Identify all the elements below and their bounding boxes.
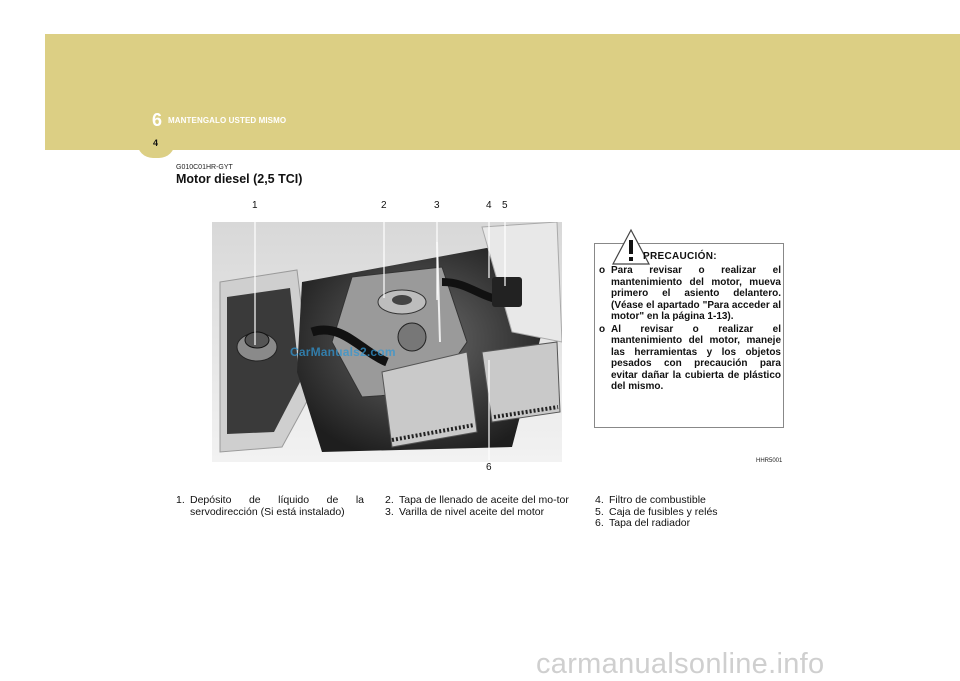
image-code: HHR5001: [756, 458, 783, 464]
legend-item: [385, 507, 575, 519]
section-title: Motor diesel (2,5 TCI): [176, 172, 303, 186]
section-code: G010C01HR-GYT: [176, 164, 233, 171]
legend-item-text: Tapa de llenado de aceite del mo-tor: [399, 494, 569, 506]
callout-5: 5: [502, 200, 508, 211]
callout-3: 3: [434, 200, 440, 211]
footer-site-link[interactable]: carmanualsonline.info: [536, 648, 825, 680]
legend-column-3: [595, 495, 785, 530]
caution-title: PRECAUCIÓN:: [643, 251, 717, 262]
legend-item-number: 4.: [595, 494, 604, 506]
legend-item: [595, 518, 785, 530]
caution-item: [599, 324, 781, 393]
legend-item: [385, 495, 575, 507]
caution-bullet: o: [599, 265, 606, 276]
caution-item: [599, 265, 781, 323]
legend-item-text: Varilla de nivel aceite del motor: [399, 505, 545, 518]
legend-item-text: Filtro de combustible: [609, 494, 706, 506]
chapter-title: MANTENGALO USTED MISMO: [168, 116, 287, 125]
legend-item-number: 5.: [595, 505, 604, 518]
callout-4: 4: [486, 200, 492, 211]
chapter-number: 6: [152, 110, 163, 130]
caution-text: Al revisar o realizar el mantenimiento del motor, maneje las herramientas y los objetos pesados con precaución para evitar dañar la cubierta de plástico del mismo.: [611, 323, 781, 392]
callout-2: 2: [381, 200, 387, 211]
legend-item-number: 1.: [176, 494, 185, 506]
caution-text: Para revisar o realizar el mantenimiento del motor, mueva primero el asiento delantero. (Véase el apartado "Para acceder al motor" en la página 1-13).: [611, 265, 781, 322]
legend-item-text: Caja de fusibles y relés: [609, 505, 718, 518]
page-number: 4: [153, 138, 159, 148]
legend-item-number: 3.: [385, 505, 394, 518]
caution-bullet: o: [599, 323, 606, 335]
caution-box: [594, 243, 784, 428]
header-band: [45, 34, 960, 150]
legend-item-text: Tapa del radiador: [609, 517, 691, 529]
callout-1: 1: [252, 200, 258, 211]
legend-column-1: [176, 495, 364, 518]
callout-6: 6: [486, 462, 492, 473]
legend-item-number: 6.: [595, 517, 604, 529]
legend-item-text: Depósito de líquido de la servodirección (Si está instalado): [190, 494, 364, 518]
legend-item: [176, 495, 364, 518]
caution-list: [599, 265, 781, 394]
engine-photo: [212, 222, 562, 462]
watermark: CarManuals2.com: [290, 345, 396, 359]
legend-item: [595, 495, 785, 507]
legend-item-number: 2.: [385, 494, 394, 506]
legend-column-2: [385, 495, 575, 518]
